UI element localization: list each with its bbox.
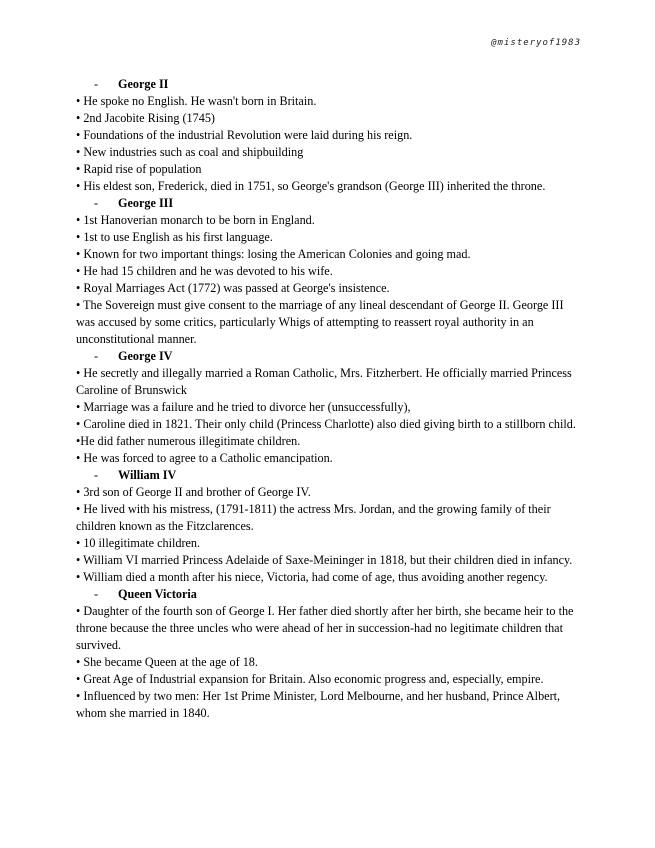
watermark: @misteryof1983 (491, 38, 581, 48)
bullet-item: •He did father numerous illegitimate children. (76, 434, 301, 448)
bullet-item: • Marriage was a failure and he tried to divorce her (unsuccessfully), (76, 400, 411, 414)
heading-dash: - (94, 468, 99, 482)
bullet-item: • Royal Marriages Act (1772) was passed at George's insistence. (76, 281, 390, 295)
bullet-item: • 3rd son of George II and brother of George IV. (76, 485, 311, 499)
bullet-item: • William VI married Princess Adelaide of Saxe-Meininger in 1818, but their children died in infancy. (76, 553, 573, 567)
section-heading (76, 586, 579, 603)
heading-dash: - (94, 587, 99, 601)
bullet-item: • He secretly and illegally married a Roman Catholic, Mrs. Fitzherbert. He officially married Princess Caroline of Brunswick (76, 366, 572, 397)
section-heading (76, 348, 579, 365)
section-title: George III (118, 196, 174, 210)
section-title: William IV (118, 468, 177, 482)
bullet-item: • Foundations of the industrial Revolution were laid during his reign. (76, 128, 413, 142)
bullet-item: • Rapid rise of population (76, 162, 202, 176)
bullet-item: • He had 15 children and he was devoted to his wife. (76, 264, 333, 278)
bullet-item: • He was forced to agree to a Catholic emancipation. (76, 451, 333, 465)
section-title: George II (118, 77, 169, 91)
heading-dash: - (94, 196, 99, 210)
bullet-item: • Great Age of Industrial expansion for Britain. Also economic progress and, especially, empire. (76, 672, 544, 686)
bullet-item: • He spoke no English. He wasn't born in Britain. (76, 94, 317, 108)
section-heading (76, 467, 579, 484)
bullet-item: • 1st to use English as his first language. (76, 230, 273, 244)
bullet-item: • William died a month after his niece, Victoria, had come of age, thus avoiding another regency. (76, 570, 548, 584)
bullet-item: • His eldest son, Frederick, died in 1751, so George's grandson (George III) inherited the throne. (76, 179, 546, 193)
bullet-item: • 1st Hanoverian monarch to be born in England. (76, 213, 315, 227)
bullet-item: • The Sovereign must give consent to the marriage of any lineal descendant of George II. George III was accused by some critics, particularly Whigs of attempting to reassert royal authority in an unconstitutional manner. (76, 298, 564, 346)
bullet-item: • He lived with his mistress, (1791-1811) the actress Mrs. Jordan, and the growing family of their children known as the Fitzclarences. (76, 502, 551, 533)
bullet-item: • 2nd Jacobite Rising (1745) (76, 111, 215, 125)
section-title: Queen Victoria (118, 587, 197, 601)
bullet-item: • New industries such as coal and shipbuilding (76, 145, 304, 159)
heading-dash: - (94, 77, 99, 91)
bullet-item: • Daughter of the fourth son of George I. Her father died shortly after her birth, she became heir to the throne because the three uncles who were ahead of her in succession-had no legitimate children that survived. (76, 604, 574, 652)
section-title: George IV (118, 349, 173, 363)
bullet-item: • Known for two important things: losing the American Colonies and going mad. (76, 247, 471, 261)
bullet-item: • 10 illegitimate children. (76, 536, 201, 550)
bullet-item: • Caroline died in 1821. Their only child (Princess Charlotte) also died giving birth to a stillborn child. (76, 417, 576, 431)
section-heading (76, 195, 579, 212)
heading-dash: - (94, 349, 99, 363)
document-body (76, 76, 579, 722)
bullet-item: • Influenced by two men: Her 1st Prime Minister, Lord Melbourne, and her husband, Prince Albert, whom she married in 1840. (76, 689, 561, 720)
section-heading (76, 76, 579, 93)
bullet-item: • She became Queen at the age of 18. (76, 655, 258, 669)
